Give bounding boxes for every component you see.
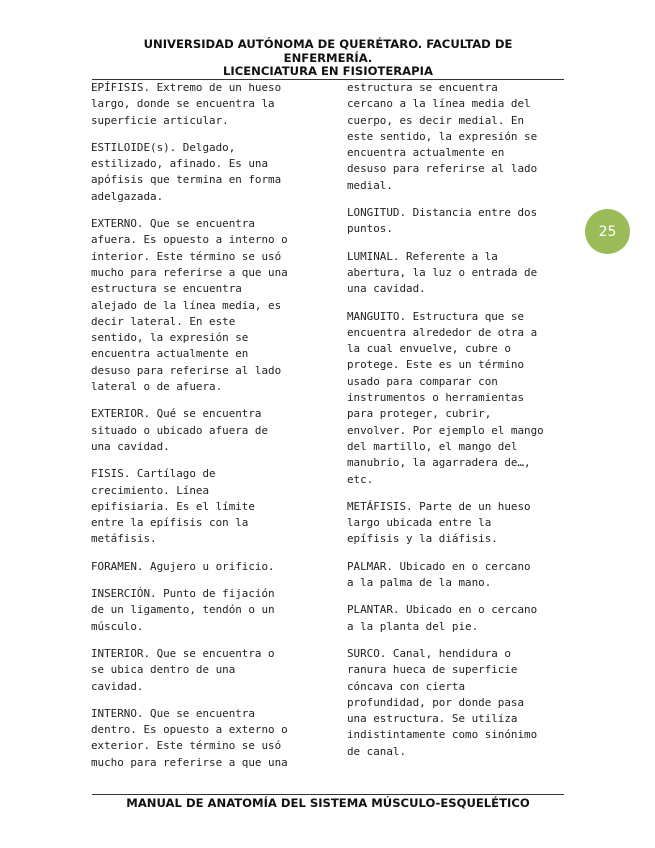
glossary-entry-insercion: INSERCIÓN. Punto de fijación de un ligamento, tendón o un músculo. <box>91 587 275 633</box>
glossary-entry-longitud: LONGITUD. Distancia entre dos puntos. <box>347 206 538 236</box>
page-header <box>92 38 564 79</box>
glossary-entry-exterior: EXTERIOR. Qué se encuentra situado o ubicado afuera de una cavidad. <box>91 407 269 453</box>
glossary-entry-estiloide: ESTILOIDE(s). Delgado, estilizado, afinado. Es una apófisis que termina en forma adelgazada. <box>91 140 282 203</box>
glossary-entry-epifisis: EPÍFISIS. Extremo de un hueso largo, donde se encuentra la superficie articular. <box>91 81 282 127</box>
left-column <box>91 80 307 782</box>
header-line-1: UNIVERSIDAD AUTÓNOMA DE QUERÉTARO. FACULTAD DE <box>143 37 513 51</box>
glossary-entry-surco: SURCO. Canal, hendidura o ranura hueca de superficie cóncava con cierta profundidad, por donde pasa una estructura. Se utiliza indistintamente como sinónimo de canal. <box>347 646 538 758</box>
glossary-entry-manguito: MANGUITO. Estructura que se encuentra alrededor de otra a la cual envuelve, cubre o protege. Este es un término usado para comparar con instrumentos o herramientas para proteger, cubrir, envolver. Por ejemplo el mango del martillo, el mango del manubrio, la agarradera de…, etc. <box>347 309 544 486</box>
right-column <box>347 80 565 771</box>
page-number-badge: 25 <box>585 209 630 254</box>
glossary-entry-externo: EXTERNO. Que se encuentra afuera. Es opuesto a interno o interior. Este término se usó mucho para referirse a que una estructura se encuentra alejado de la línea media, es decir lateral. En este sentido, la expresión se encuentra actualmente en desuso para referirse al lado lateral o de afuera. <box>91 217 288 394</box>
header-line-2: ENFERMERÍA. <box>283 50 373 65</box>
glossary-entry-plantar: PLANTAR. Ubicado en o cercano a la planta del pie. <box>347 603 538 633</box>
page-footer: MANUAL DE ANATOMÍA DEL SISTEMA MÚSCULO-ESQUELÉTICO <box>126 796 530 810</box>
glossary-entry-fisis: FISIS. Cartílago de crecimiento. Línea epifisiaria. Es el límite entre la epífisis con la metáfisis. <box>91 467 255 546</box>
glossary-entry-luminal: LUMINAL. Referente a la abertura, la luz o entrada de una cavidad. <box>347 249 538 296</box>
glossary-entry-metafisis: METÁFISIS. Parte de un hueso largo ubicada entre la epífisis y la diáfisis. <box>347 499 531 546</box>
glossary-entry-foramen: FORAMEN. Agujero u orificio. <box>91 559 275 573</box>
glossary-entry-interno-continued: estructura se encuentra cercano a la línea media del cuerpo, es decir medial. En este sentido, la expresión se encuentra actualmente en desuso para referirse al lado medial. <box>347 81 538 192</box>
glossary-entry-interior: INTERIOR. Que se encuentra o se ubica dentro de una cavidad. <box>91 646 275 693</box>
header-line-3: LICENCIATURA EN FISIOTERAPIA <box>223 64 433 78</box>
footer-divider <box>92 794 564 795</box>
glossary-entry-palmar: PALMAR. Ubicado en o cercano a la palma de la mano. <box>347 559 531 590</box>
glossary-entry-interno: INTERNO. Que se encuentra dentro. Es opuesto a externo o exterior. Este término se usó mucho para referirse a que una <box>91 706 288 769</box>
